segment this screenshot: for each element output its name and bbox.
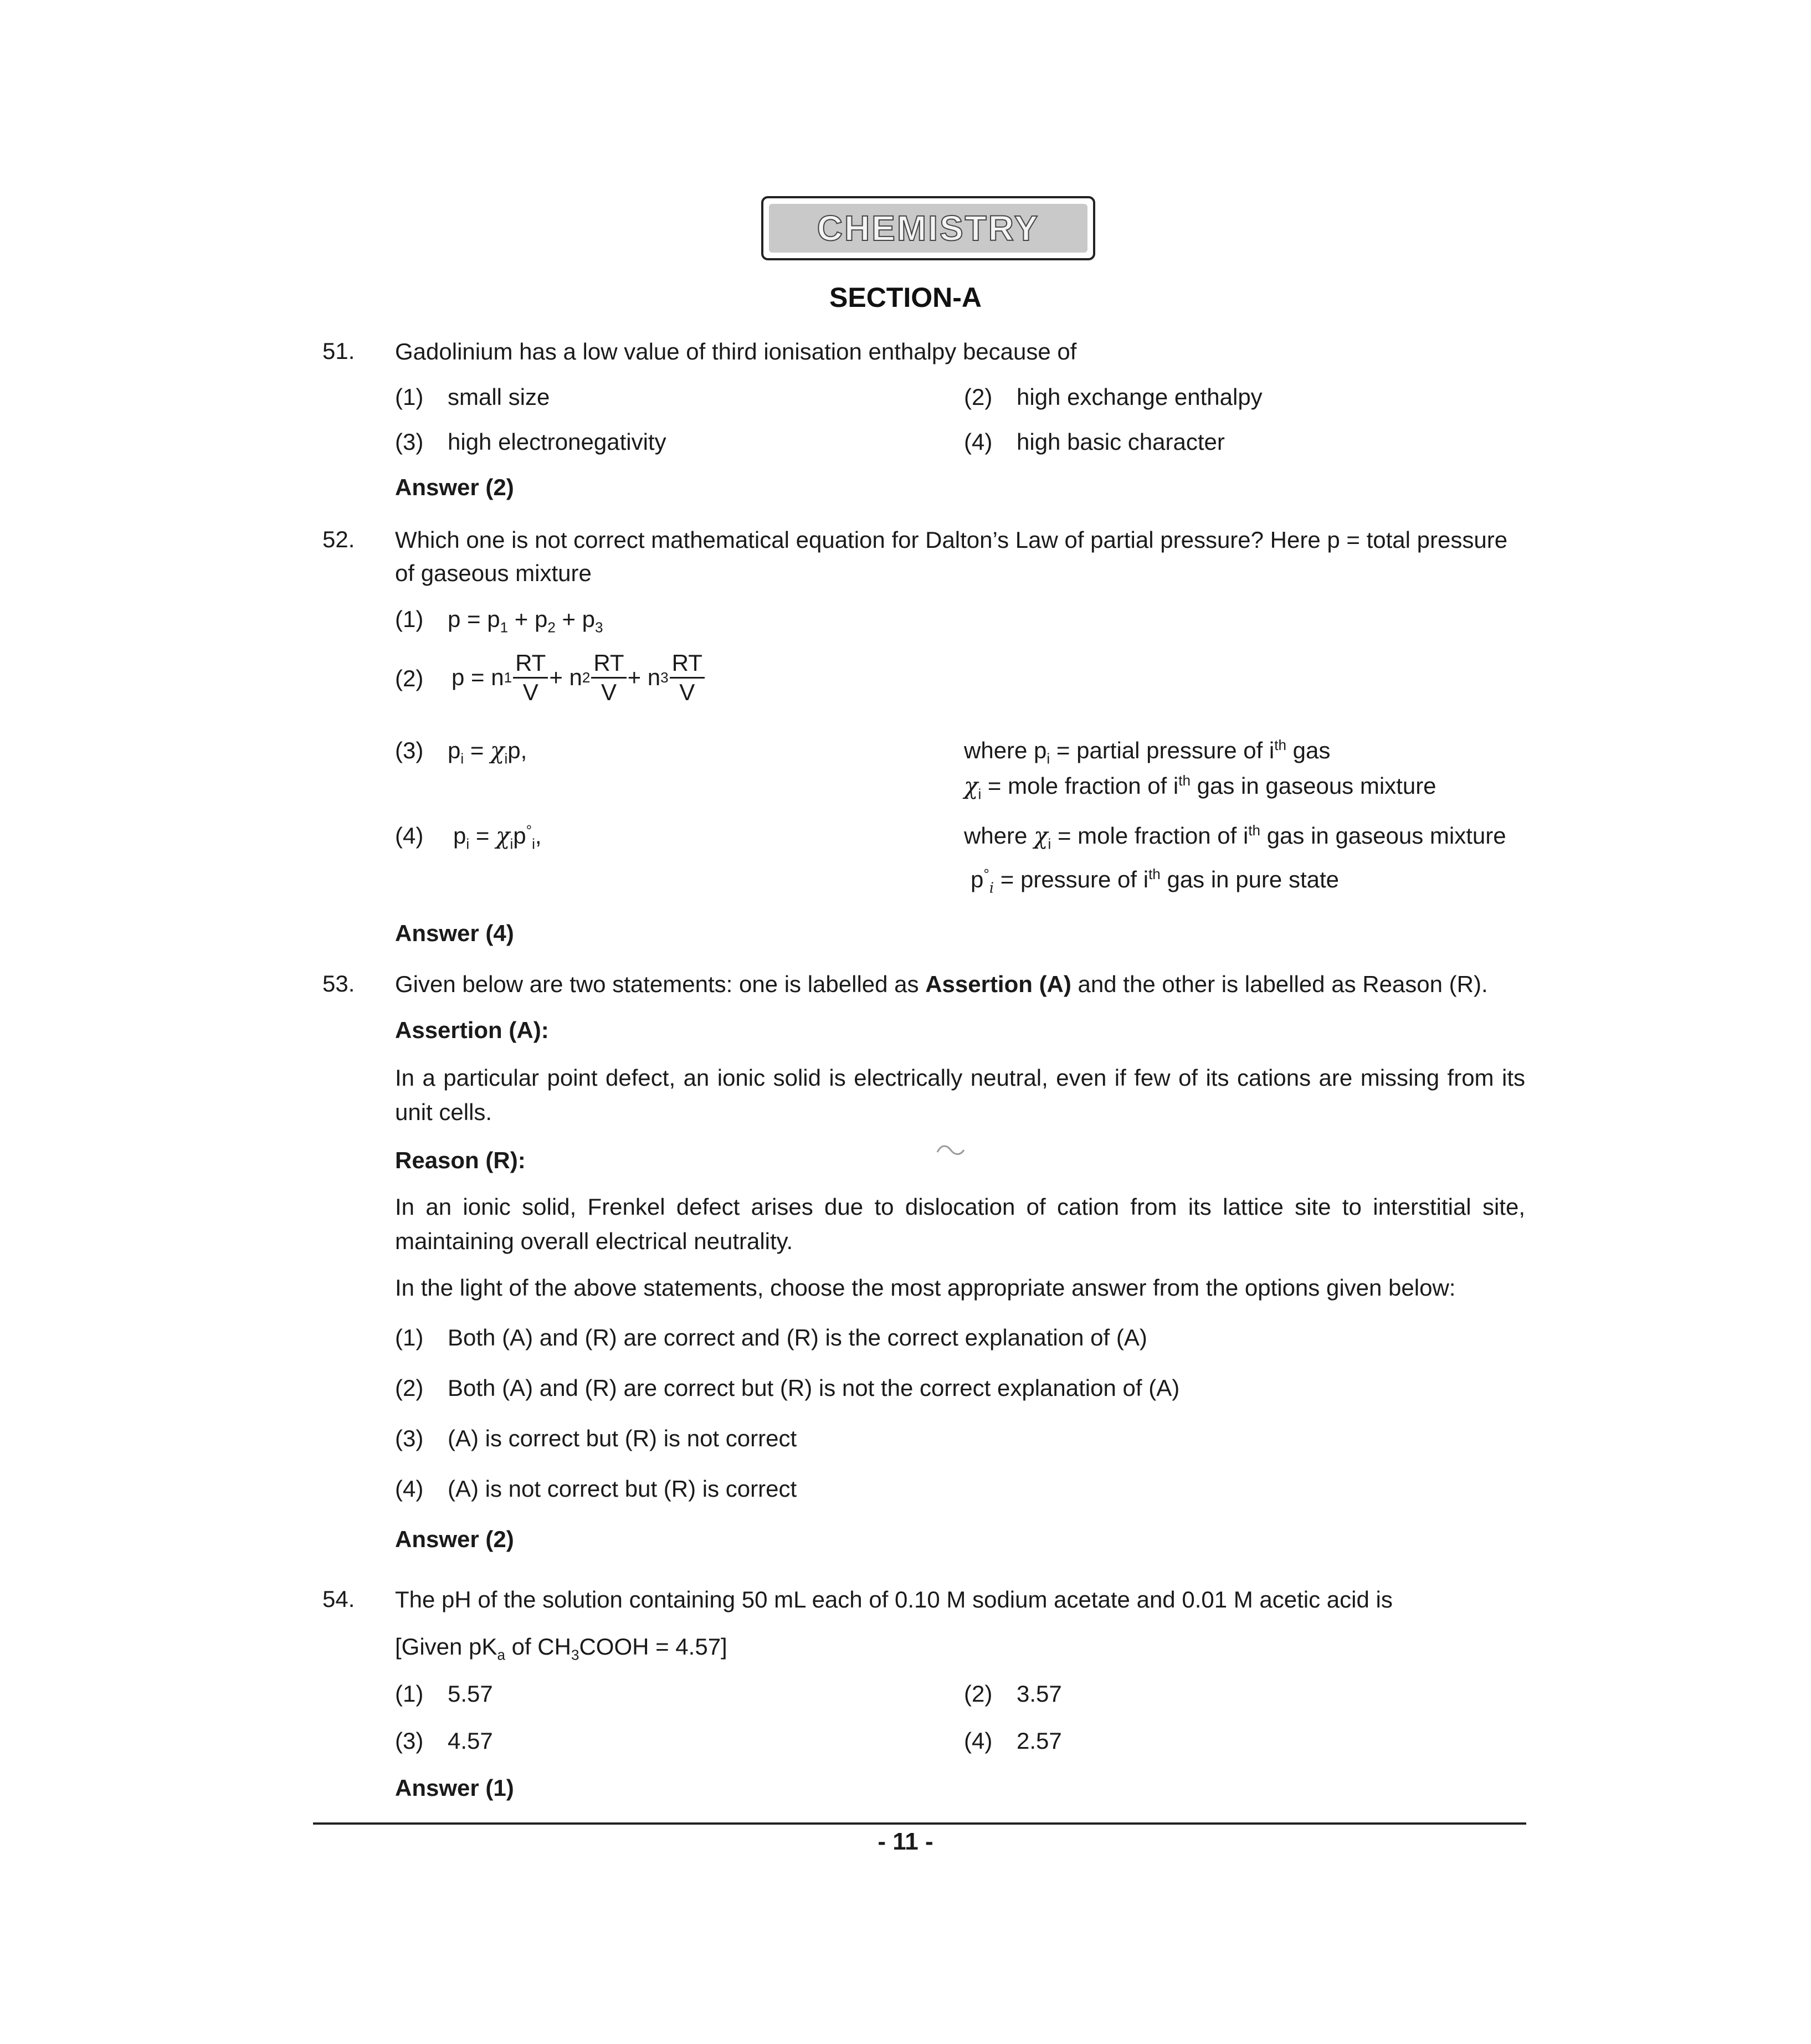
q53-reason-heading: Reason (R):	[395, 1147, 526, 1173]
q54-answer: Answer (1)	[395, 1775, 514, 1801]
subject-badge	[761, 196, 1095, 260]
q51-opt4-label: (4)	[964, 429, 993, 455]
q53-opt3-label: (3)	[395, 1425, 424, 1451]
q51-opt1-label: (1)	[395, 384, 424, 410]
q51-opt2: high exchange enthalpy	[1017, 384, 1263, 410]
q53-opt4-label: (4)	[395, 1476, 424, 1502]
footer-rule	[313, 1822, 1526, 1825]
q51-text: Gadolinium has a low value of third ionisation enthalpy because of	[395, 338, 1077, 364]
q53-assertion-heading: Assertion (A):	[395, 1017, 549, 1043]
q51-opt2-label: (2)	[964, 384, 993, 410]
q52-text-line2: of gaseous mixture	[395, 560, 592, 586]
q52-opt3-where-line1: where $p_i$ = partial pressure of $i^{th}$ gas	[964, 737, 1331, 767]
q53-reason: In an ionic solid, Frenkel defect arises due to dislocation of cation from its lattice site to interstitial site, maintaining overall electrical neutrality.	[395, 1194, 1525, 1254]
q52-opt4-where-line2: $p^\circ_i$ = pressure of $i^{th}$ gas in pure state	[971, 866, 1339, 897]
stray-mark-icon	[935, 1140, 968, 1162]
q54-opt1: 5.57	[448, 1681, 493, 1707]
q51-opt3: high electronegativity	[448, 429, 666, 455]
q52-opt1-equation: $p = p_1 + p_2 + p_3$	[448, 606, 603, 636]
q52-text-line1: Which one is not correct mathematical equation for Dalton’s Law of partial pressure? Here p = total pressure	[395, 527, 1508, 553]
q51-opt3-label: (3)	[395, 429, 424, 455]
q52-opt1-label: (1)	[395, 606, 424, 632]
q53-assertion: In a particular point defect, an ionic solid is electrically neutral, even if few of its cations are missing from its unit cells.	[395, 1065, 1525, 1125]
q51-opt4: high basic character	[1017, 429, 1225, 455]
q53-intro: Given below are two statements: one is labelled as Assertion (A) and the other is labelled as Reason (R).	[395, 971, 1488, 997]
q53-opt1-label: (1)	[395, 1324, 424, 1350]
q54-opt4-label: (4)	[964, 1728, 993, 1754]
q54-opt2-label: (2)	[964, 1681, 993, 1707]
q54-text: The pH of the solution containing 50 mL each of 0.10 M sodium acetate and 0.01 M acetic acid is	[395, 1586, 1393, 1612]
q52-opt4-label: (4)	[395, 823, 424, 849]
q54-number: 54.	[322, 1586, 355, 1612]
q52-number: 52.	[322, 526, 355, 552]
q52-opt3-equation: $p_i = \chi_ip$,	[448, 737, 527, 767]
q52-opt4-where-line1: where $\chi_i$ = mole fraction of $i^{th}$ gas in gaseous mixture	[964, 822, 1506, 852]
q51-number: 51.	[322, 338, 355, 364]
q54-opt3: 4.57	[448, 1728, 493, 1754]
q54-opt4: 2.57	[1017, 1728, 1062, 1754]
q52-opt3-where-line2: $\chi_i$ = mole fraction of $i^{th}$ gas in gaseous mixture	[964, 772, 1437, 803]
subject-badge-fill	[769, 204, 1087, 253]
q53-opt2-label: (2)	[395, 1375, 424, 1401]
q53-prompt: In the light of the above statements, choose the most appropriate answer from the options given below:	[395, 1275, 1456, 1301]
q53-number: 53.	[322, 970, 355, 997]
fraction: $\frac{RT}{V}$	[513, 649, 548, 706]
q51-opt1: small size	[448, 384, 550, 410]
page-number: - 11 -	[878, 1828, 933, 1855]
q54-given: [Given $pK_a$ of $CH_3COOH = 4.57$]	[395, 1634, 727, 1663]
q52-opt4-equation: $p_i = \chi_ip^\circ_i$,	[453, 822, 542, 852]
q53-opt2: Both (A) and (R) are correct but (R) is not the correct explanation of (A)	[448, 1375, 1180, 1401]
q52-opt2-equation: p = n 1 $\frac{RT}{V}$ + n 2 $\frac{RT}{V}$ + n 3 $\frac{RT}{V}$	[452, 649, 706, 706]
q54-opt1-label: (1)	[395, 1681, 424, 1707]
q53-opt3: (A) is correct but (R) is not correct	[448, 1425, 797, 1451]
section-title: SECTION-A	[829, 282, 982, 313]
q54-opt2: 3.57	[1017, 1681, 1062, 1707]
q52-answer: Answer (4)	[395, 920, 514, 946]
q53-answer: Answer (2)	[395, 1526, 514, 1552]
q53-opt4: (A) is not correct but (R) is correct	[448, 1476, 797, 1502]
subject-title: CHEMISTRY	[817, 208, 1040, 248]
fraction: $\frac{RT}{V}$	[591, 649, 626, 706]
q52-opt2-label: (2)	[395, 665, 424, 691]
q51-answer: Answer (2)	[395, 474, 514, 500]
q53-opt1: Both (A) and (R) are correct and (R) is the correct explanation of (A)	[448, 1324, 1147, 1350]
fraction: $\frac{RT}{V}$	[670, 649, 705, 706]
q54-opt3-label: (3)	[395, 1728, 424, 1754]
q52-opt3-label: (3)	[395, 737, 424, 763]
